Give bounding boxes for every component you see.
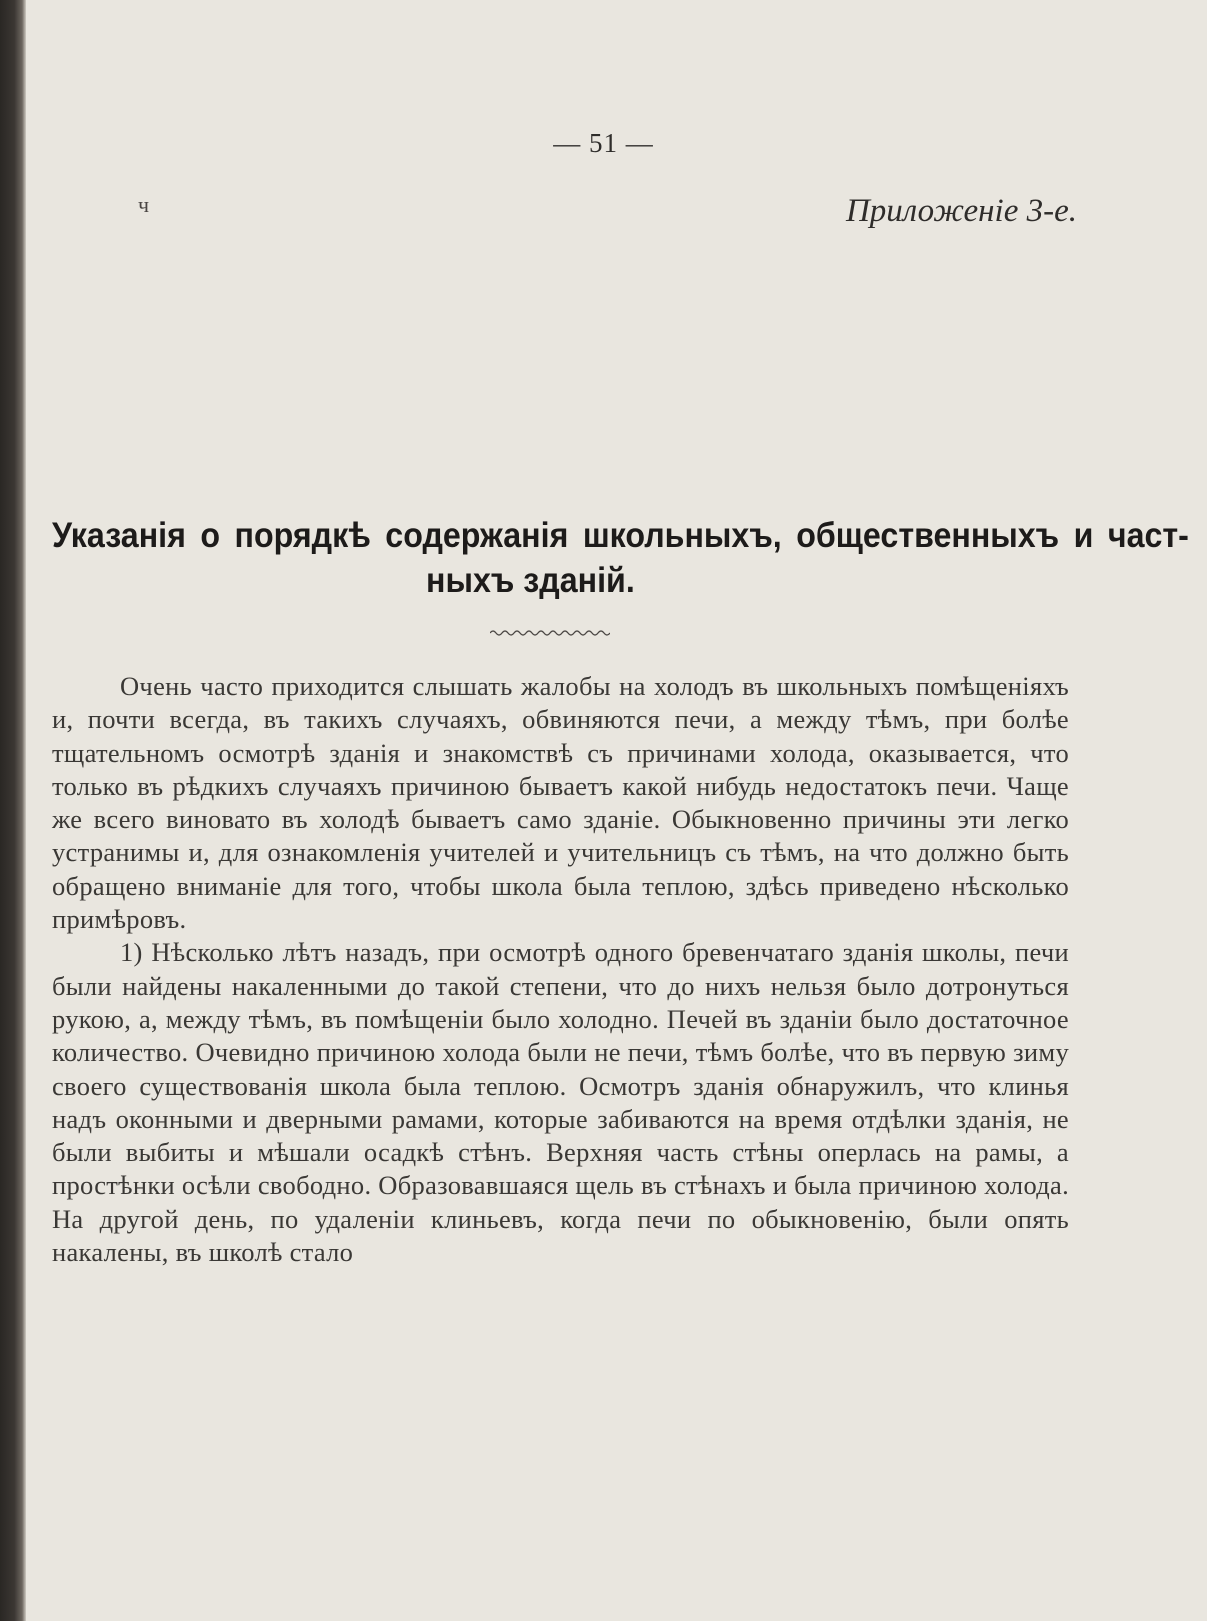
body-text [52,670,1069,1269]
document-title [52,513,1189,603]
corner-mark: ч [138,192,150,217]
book-spine-shadow [0,0,26,1621]
page-number: — 51 — [553,128,654,158]
title-ornament [490,628,610,638]
title-line-2: ныхъ зданій. [426,561,635,600]
appendix-label: Приложеніе 3-е. [845,193,1077,229]
title-line-1: Указанія о порядкѣ содержанія школьныхъ, общественныхъ и част- [52,516,1189,555]
paragraph-intro: Очень часто приходится слышать жалобы на холодъ въ школьныхъ помѣщеніяхъ и, почти всегда, въ такихъ случаяхъ, обвиняются печи, а между тѣмъ, при болѣе тщательномъ осмотрѣ зданія и знакомствѣ съ причинами холода, оказывается, что только въ рѣдкихъ случаяхъ причиною бываетъ какой нибудь недостатокъ печи. Чаще же всего виновато въ холодѣ бываетъ само зданіе. Обыкновенно причины эти легко устранимы и, для ознакомленія учителей и учительницъ съ тѣмъ, на что должно быть обращено вниманіе для того, чтобы школа была теплою, здѣсь приведено нѣсколько примѣровъ. [52,671,1069,935]
paragraph-example-1: 1) Нѣсколько лѣтъ назадъ, при осмотрѣ одного бревенчатаго зданія школы, печи были найдены накаленными до такой степени, что до нихъ нельзя было дотронуться рукою, а, между тѣмъ, въ помѣщеніи было холодно. Печей въ зданіи было достаточное количество. Очевидно причиною холода были не печи, тѣмъ болѣе, что въ первую зиму своего существованія школа была теплою. Осмотръ зданія обнаружилъ, что клинья надъ оконными и дверными рамами, которые забиваются на время отдѣлки зданія, не были выбиты и мѣшали осадкѣ стѣнъ. Верхняя часть стѣны оперлась на рамы, а простѣнки осѣли свободно. Образовавшаяся щель въ стѣнахъ и была причиною холода. На другой день, по удаленіи клиньевъ, когда печи по обыкновенію, были опять накалены, въ школѣ стало [52,937,1069,1268]
